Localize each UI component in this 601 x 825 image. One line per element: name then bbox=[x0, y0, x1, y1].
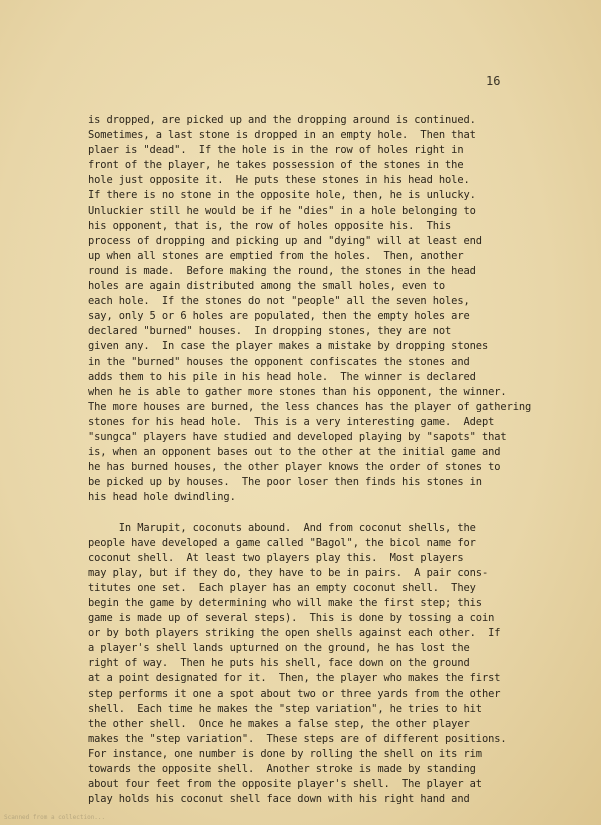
text-line: begin the game by determining who will make the first step; this bbox=[88, 597, 482, 609]
text-line: people have developed a game called "Bagol", the bicol name for bbox=[88, 536, 476, 549]
text-line: play holds his coconut shell face down with his right hand and bbox=[88, 793, 470, 806]
text-line: Unluckier still he would be if he "dies" in a hole belonging to bbox=[88, 204, 476, 217]
text-line: or by both players striking the open shells against each other. If bbox=[88, 627, 501, 640]
text-line: his opponent, that is, the row of holes opposite his. This bbox=[88, 219, 452, 232]
text-line: be picked up by houses. The poor loser then finds his stones in bbox=[88, 476, 482, 489]
text-line: the other shell. Once he makes a false step, the other player bbox=[88, 717, 470, 730]
text-line: In Marupit, coconuts abound. And from coconut shells, the bbox=[88, 521, 476, 534]
text-line: makes the "step variation". These steps are of different positions. bbox=[88, 732, 507, 745]
text-line: "sungca" players have studied and developed playing by "sapots" that bbox=[88, 430, 507, 443]
text-line: titutes one set. Each player has an empty coconut shell. They bbox=[88, 581, 476, 594]
paragraph-gap bbox=[88, 505, 583, 520]
text-line: say, only 5 or 6 holes are populated, then the empty holes are bbox=[88, 310, 470, 323]
text-line: plaer is "dead". If the hole is in the row of holes right in bbox=[88, 144, 464, 157]
text-line: adds them to his pile in his head hole. The winner is declared bbox=[88, 370, 476, 383]
text-line: For instance, one number is done by rolling the shell on its rim bbox=[88, 747, 482, 760]
scan-footer: Scanned from a collection... bbox=[4, 814, 106, 821]
text-line: The more houses are burned, the less chances has the player of gathering bbox=[88, 400, 532, 413]
text-line: hole just opposite it. He puts these stones in his head hole. bbox=[88, 174, 470, 187]
text-line: towards the opposite shell. Another stroke is made by standing bbox=[88, 763, 476, 776]
body-text bbox=[88, 113, 583, 807]
text-line: is dropped, are picked up and the dropping around is continued. bbox=[88, 114, 476, 126]
text-line: game is made up of several steps). This is done by tossing a coin bbox=[88, 612, 495, 625]
text-line: coconut shell. At least two players play this. Most players bbox=[88, 551, 464, 564]
text-line: is, when an opponent bases out to the other at the initial game and bbox=[88, 446, 501, 459]
text-line: stones for his head hole. This is a very interesting game. Adept bbox=[88, 415, 495, 428]
text-line: front of the player, he takes possession of the stones in the bbox=[88, 159, 464, 172]
text-line: about four feet from the opposite player's shell. The player at bbox=[88, 778, 482, 791]
text-line: round is made. Before making the round, the stones in the head bbox=[88, 264, 476, 277]
page-number: 16 bbox=[486, 74, 501, 88]
paragraph bbox=[88, 521, 583, 808]
text-line: shell. Each time he makes the "step variation", he tries to hit bbox=[88, 702, 482, 715]
text-line: may play, but if they do, they have to be in pairs. A pair cons- bbox=[88, 566, 489, 579]
text-line: process of dropping and picking up and "dying" will at least end bbox=[88, 234, 482, 247]
text-line: he has burned houses, the other player knows the order of stones to bbox=[88, 461, 501, 474]
text-line: step performs it one a spot about two or three yards from the other bbox=[88, 687, 501, 700]
paragraph bbox=[88, 113, 583, 505]
text-line: declared "burned" houses. In dropping stones, they are not bbox=[88, 325, 452, 338]
text-line: in the "burned" houses the opponent confiscates the stones and bbox=[88, 355, 470, 368]
text-line: given any. In case the player makes a mistake by dropping stones bbox=[88, 340, 489, 353]
text-line: each hole. If the stones do not "people" all the seven holes, bbox=[88, 295, 470, 308]
text-line: holes are again distributed among the small holes, even to bbox=[88, 280, 446, 293]
text-line: his head hole dwindling. bbox=[88, 491, 236, 504]
text-line: a player's shell lands upturned on the ground, he has lost the bbox=[88, 642, 470, 655]
text-line: right of way. Then he puts his shell, face down on the ground bbox=[88, 657, 470, 670]
text-line: Sometimes, a last stone is dropped in an empty hole. Then that bbox=[88, 129, 476, 142]
text-line: If there is no stone in the opposite hole, then, he is unlucky. bbox=[88, 189, 476, 202]
text-line: when he is able to gather more stones than his opponent, the winner. bbox=[88, 385, 507, 398]
text-line: at a point designated for it. Then, the player who makes the first bbox=[88, 672, 501, 685]
text-line: up when all stones are emptied from the holes. Then, another bbox=[88, 249, 464, 262]
